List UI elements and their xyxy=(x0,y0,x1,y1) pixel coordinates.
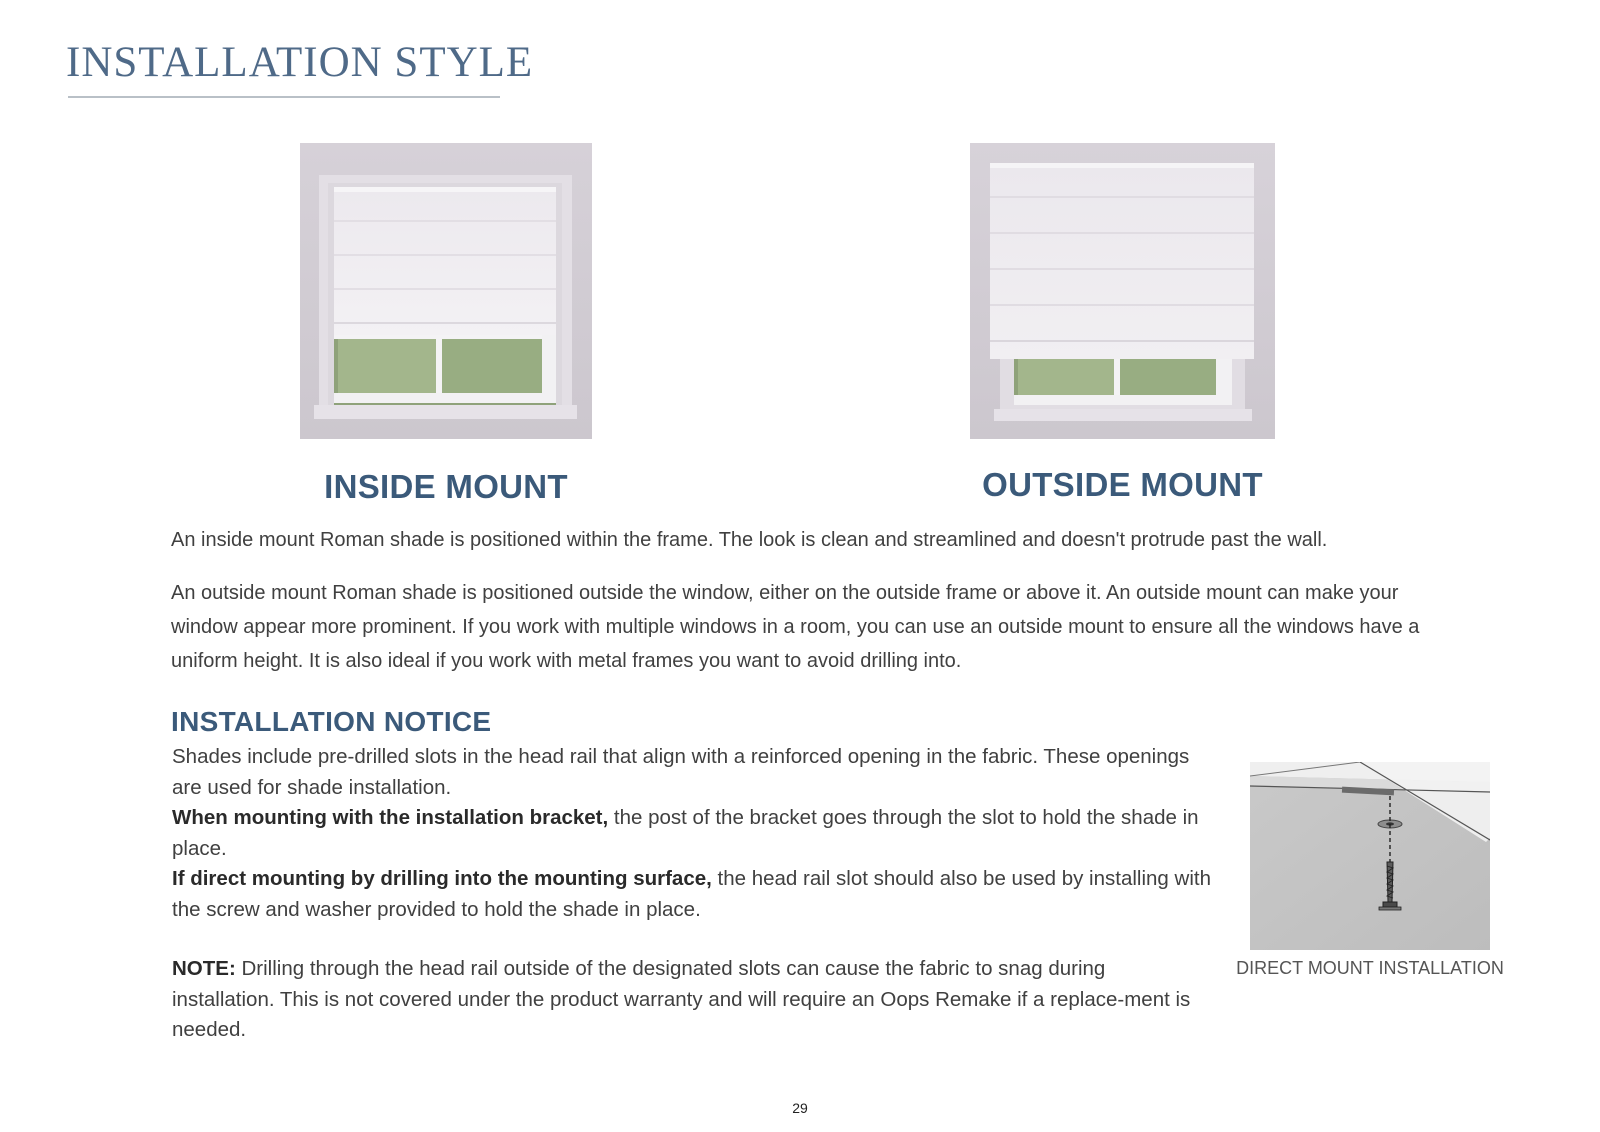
notice-intro: Shades include pre-drilled slots in the head rail that align with a reinforced opening in the fabric. These openings are used for shade installation. xyxy=(172,745,1190,799)
installation-notice-heading: INSTALLATION NOTICE xyxy=(171,706,492,737)
bracket-text: the post of the bracket goes through the slot to hold the shade in place. xyxy=(172,806,1199,860)
outside-mount-photo xyxy=(970,143,1275,439)
title-underline xyxy=(68,96,500,98)
inside-mount-heading: INSIDE MOUNT xyxy=(324,468,568,505)
warranty-note xyxy=(172,954,1212,1046)
direct-mount-lead: If direct mounting by drilling into the mounting surface, xyxy=(172,867,712,890)
note-text: Drilling through the head rail outside of the designated slots can cause the fabric to snag during installation. This is not covered under the product warranty and will require an Oops Remake if a replace-ment is needed. xyxy=(172,957,1191,1041)
direct-mount-text: the head rail slot should also be used by installing with the screw and washer provided to hold the shade in place. xyxy=(172,867,1211,921)
direct-mount-diagram xyxy=(1250,762,1490,955)
bracket-lead: When mounting with the installation bracket, xyxy=(172,806,609,829)
page-title: INSTALLATION STYLE xyxy=(66,39,534,86)
installation-notice-body xyxy=(172,742,1212,925)
outside-mount-description: An outside mount Roman shade is positioned outside the window, either on the outside frame or above it. An outside mount can make your window appear more prominent. If you work with multiple windows in a room, you can use an outside mount to ensure all the windows have a uniform height. It is also ideal if you work with metal frames you want to avoid drilling into. xyxy=(171,582,1420,672)
page-number: 29 xyxy=(792,1100,808,1116)
diagram-caption: DIRECT MOUNT INSTALLATION xyxy=(1236,958,1504,978)
inside-mount-description: An inside mount Roman shade is positioned within the frame. The look is clean and streamlined and doesn't protrude past the wall. xyxy=(171,529,1328,551)
outside-mount-heading: OUTSIDE MOUNT xyxy=(982,466,1263,503)
inside-mount-photo xyxy=(300,143,592,439)
note-lead: NOTE: xyxy=(172,957,236,980)
